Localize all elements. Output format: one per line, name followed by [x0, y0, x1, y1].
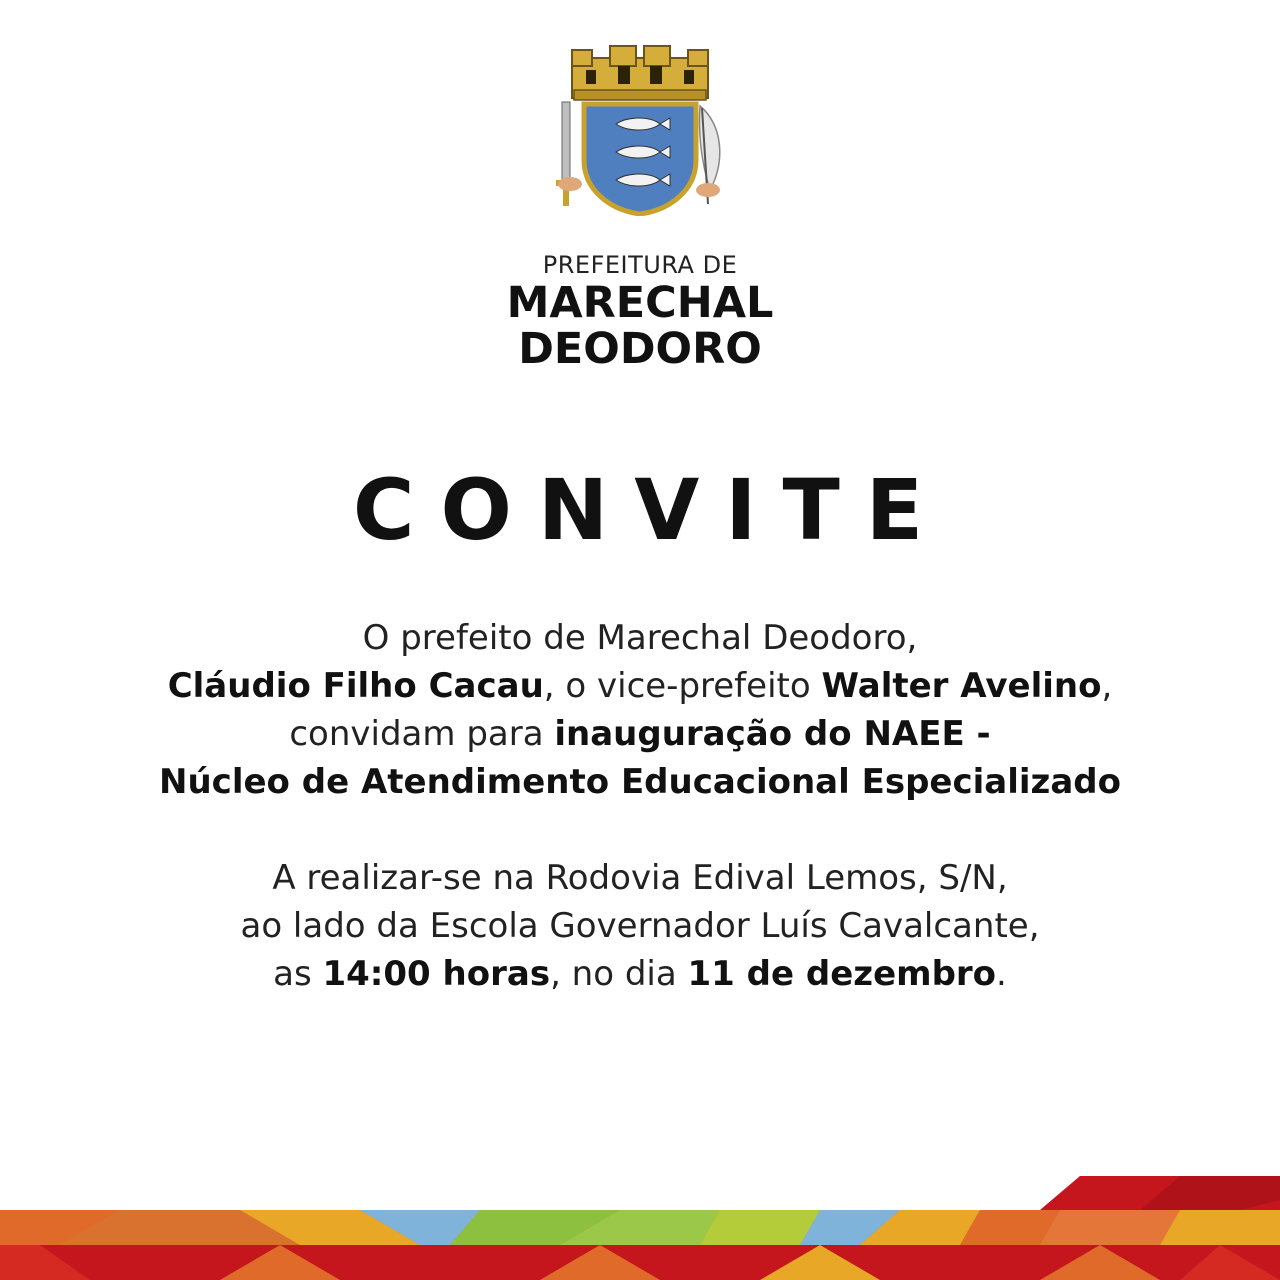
vice-text: , o vice-prefeito [543, 666, 822, 706]
geometric-pattern-icon [0, 1170, 1280, 1280]
invite-line-2 [0, 662, 1280, 710]
vice-mayor-name: Walter Avelino [821, 666, 1102, 706]
org-prefix: PREFEITURA DE [542, 251, 738, 279]
org-name-line2: DEODORO [518, 324, 762, 374]
event-full-name: Núcleo de Atendimento Educacional Especializado [159, 762, 1121, 802]
event-name: inauguração do NAEE - [554, 714, 991, 754]
datetime-line [0, 950, 1280, 998]
invite-title: CONVITE [352, 461, 950, 559]
invite-paragraph-2 [0, 854, 1280, 998]
invite-text: convidam para [289, 714, 555, 754]
comma: , [1101, 666, 1113, 706]
location-line-2: ao lado da Escola Governador Luís Cavalcante, [240, 906, 1040, 946]
organization-name [0, 250, 1280, 372]
coat-of-arms [550, 44, 730, 216]
invite-line-1: O prefeito de Marechal Deodoro, [362, 618, 918, 658]
date-prefix: , no dia [550, 954, 688, 994]
invite-line-3 [0, 710, 1280, 758]
sentence-end: . [996, 954, 1007, 994]
location-line-1: A realizar-se na Rodovia Edival Lemos, S/N, [272, 858, 1008, 898]
time-prefix: as [273, 954, 323, 994]
mayor-name: Cláudio Filho Cacau [167, 666, 544, 706]
invite-paragraph-1 [0, 614, 1280, 806]
coat-of-arms-icon [550, 44, 730, 216]
event-date: 11 de dezembro [687, 954, 997, 994]
decorative-footer [0, 1170, 1280, 1280]
event-time: 14:00 horas [322, 954, 551, 994]
invite-line-4 [0, 758, 1280, 806]
org-name-line1: MARECHAL [506, 278, 774, 328]
